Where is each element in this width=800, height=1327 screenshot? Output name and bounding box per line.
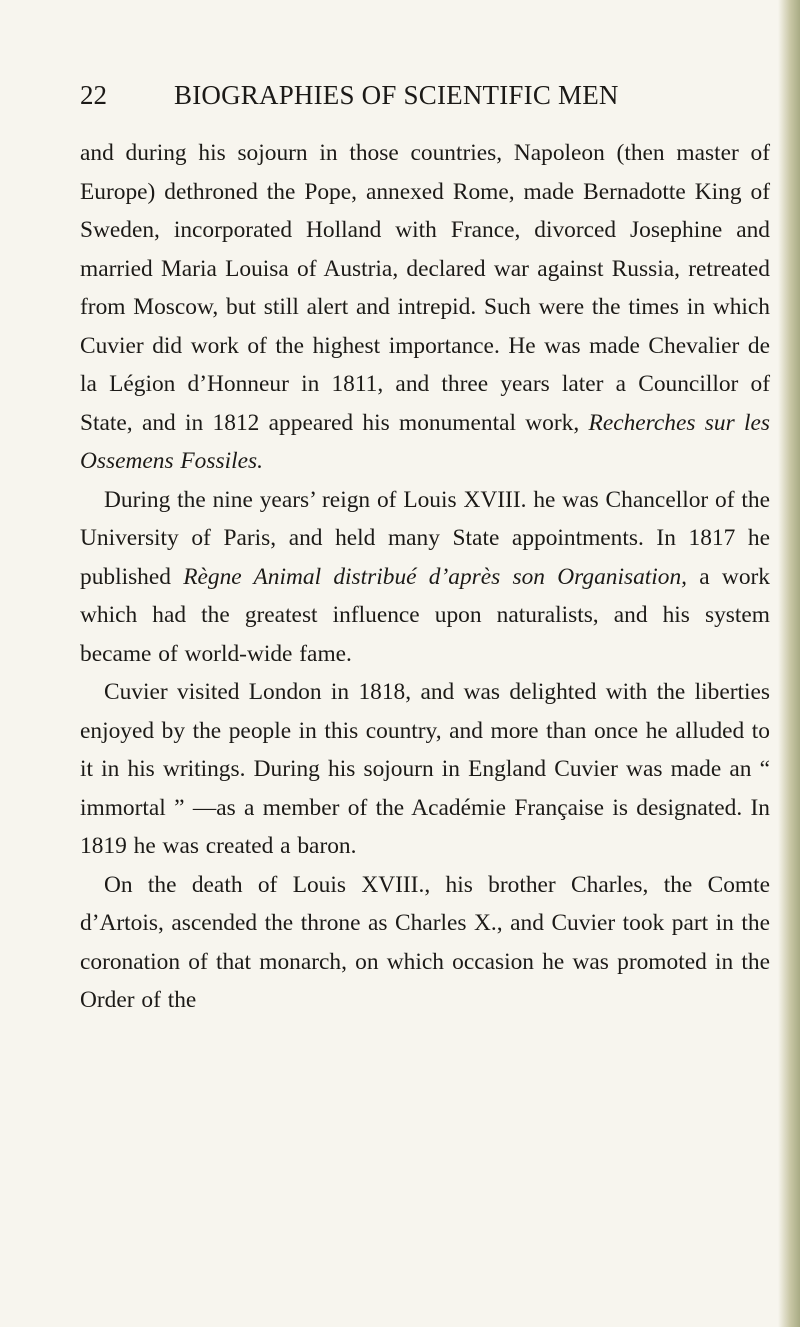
paragraph-4: [80, 866, 770, 1020]
paragraph-2-text-start: During the nine years’ reign of Louis XVIII. he was Chancellor of the University of Paris, and held many State appointments. In 1817 he published: [80, 486, 770, 590]
paragraph-2: [80, 481, 770, 674]
page-edge-shadow: [778, 0, 800, 1327]
paragraph-1: [80, 134, 770, 481]
paragraph-1-text: and during his sojourn in those countries, Napoleon (then master of Europe) dethroned the Pope, annexed Rome, made Bernadotte King of Sweden, incorporated Holland with France, divorced Josephine and married Maria Louisa of Austria, declared war against Russia, retreated from Moscow, but still alert and intrepid. Such were the times in which Cuvier did work of the highest importance. He was made Chevalier de la Légion d’Honneur in 1811, and three years later a Councillor of State, and in 1812 appeared his monumental work,: [80, 140, 770, 436]
page-number: 22: [80, 80, 107, 110]
paragraph-4-text: On the death of Louis XVIII., his brother Charles, the Comte d’Artois, ascended the throne as Charles X., and Cuvier took part in the coronation of that monarch, on which occasion he was promoted in the Order of the: [80, 871, 770, 1013]
running-title: BIOGRAPHIES OF SCIENTIFIC MEN: [174, 80, 619, 110]
paragraph-2-text-end: a work which had the greatest influence upon naturalists, and his system became of world-wide fame.: [80, 563, 770, 667]
paragraph-1-italic-title: Recherches sur les Ossemens Fossiles.: [80, 409, 770, 474]
running-head: [80, 75, 760, 115]
paragraph-3-text: Cuvier visited London in 1818, and was delighted with the liberties enjoyed by the people in this country, and more than once he alluded to it in his writings. During his sojourn in England Cuvier was made an “ immortal ” —as a member of the Académie Française is designated. In 1819 he was created a baron.: [80, 679, 770, 859]
body-text: [80, 134, 770, 1020]
paragraph-2-italic-title: Règne Animal distribué d’après son Organisation,: [183, 563, 688, 590]
paragraph-3: [80, 673, 770, 866]
